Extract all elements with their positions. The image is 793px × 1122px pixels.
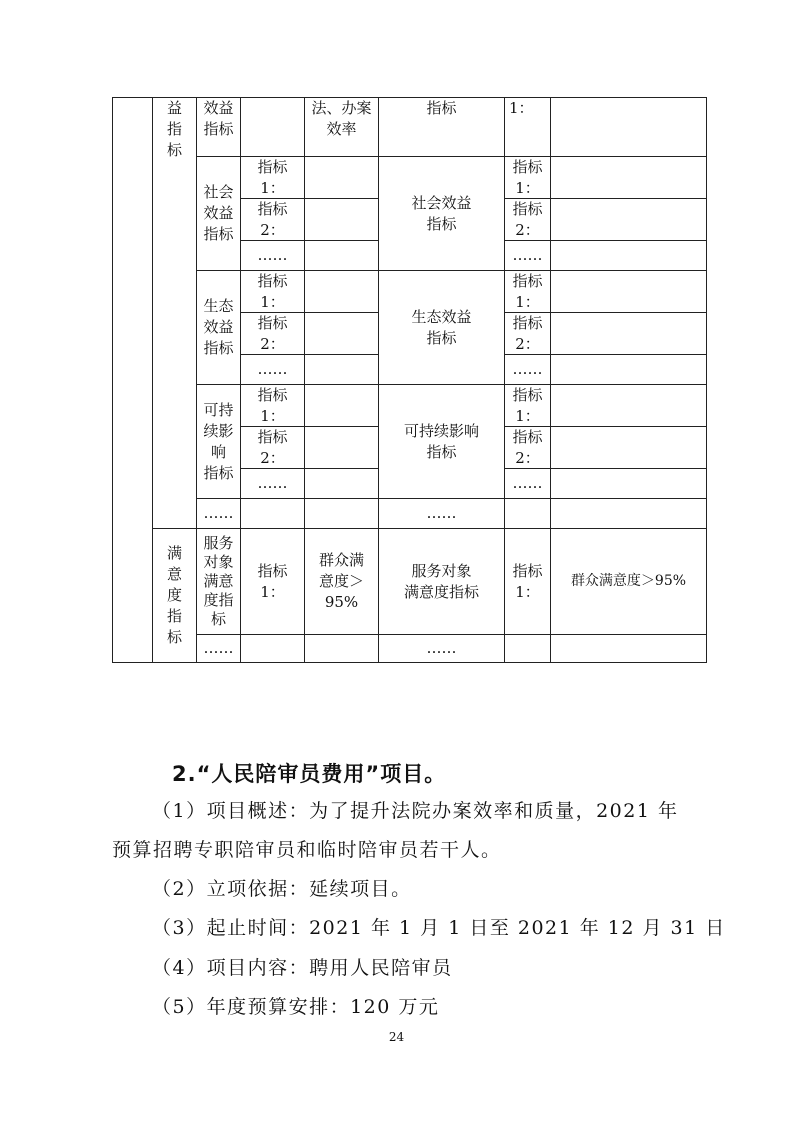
indicator-1-cell: 指标 1： bbox=[257, 271, 288, 311]
ellipsis-cell: …… bbox=[257, 246, 288, 264]
paragraph-period: （3）起止时间：2021 年 1 月 1 日至 2021 年 12 月 31 日 bbox=[152, 917, 726, 939]
indicator-2-cell: 指标 2： bbox=[512, 427, 543, 467]
table-border-left bbox=[112, 97, 113, 663]
paragraph-basis: （2）立项依据：延续项目。 bbox=[152, 878, 412, 900]
ellipsis-cell: …… bbox=[512, 360, 543, 378]
paragraph-content: （4）项目内容：聘用人民陪审员 bbox=[152, 957, 453, 979]
satisfaction-value-cell: 群众满 意度＞ 95% bbox=[318, 551, 364, 611]
service-satisfaction-indicator: 服务对象 满意度指标 bbox=[403, 561, 479, 601]
paragraph-overview-cont: 预算招聘专职陪审员和临时陪审员若干人。 bbox=[112, 839, 502, 861]
ellipsis-cell: …… bbox=[203, 639, 234, 657]
indicator-1-cell: 指标 1： bbox=[257, 385, 288, 425]
ellipsis-cell: …… bbox=[512, 246, 543, 264]
sustainable-impact-indicator: 可持续影响 指标 bbox=[403, 421, 479, 461]
indicator-1-cell: 指标 1： bbox=[512, 561, 543, 601]
indicator-2-cell: 指标 2： bbox=[512, 313, 543, 353]
indicator-number-cell: 1： bbox=[509, 99, 534, 117]
ellipsis-cell: …… bbox=[257, 474, 288, 492]
indicator-1-cell: 指标 1： bbox=[512, 157, 543, 197]
ellipsis-cell: …… bbox=[426, 504, 457, 522]
social-benefit-indicator: 社会效益 指标 bbox=[411, 193, 472, 233]
efficiency-cell: 法、办案 效率 bbox=[311, 99, 372, 138]
ecological-benefit-label: 生态 效益 指标 bbox=[203, 297, 234, 357]
table-border-right bbox=[706, 97, 707, 663]
paragraph-overview: （1）项目概述：为了提升法院办案效率和质量，2021 年 bbox=[152, 800, 679, 822]
indicator-cell: 指标 bbox=[426, 99, 457, 117]
indicator-2-cell: 指标 2： bbox=[257, 427, 288, 467]
ecological-benefit-indicator: 生态效益 指标 bbox=[411, 307, 472, 347]
indicator-1-cell: 指标 1： bbox=[512, 271, 543, 311]
indicator-2-cell: 指标 2： bbox=[512, 199, 543, 239]
paragraph-budget: （5）年度预算安排：120 万元 bbox=[152, 996, 440, 1018]
indicator-1-cell: 指标 1： bbox=[257, 561, 288, 601]
sustainable-impact-label: 可持 续影 响 指标 bbox=[203, 400, 234, 482]
satisfaction-indicator-label: 满 意 度 指 标 bbox=[166, 544, 182, 646]
satisfaction-target-cell: 群众满意度＞95% bbox=[570, 573, 687, 589]
indicator-2-cell: 指标 2： bbox=[257, 199, 288, 239]
section-heading: 2.“人民陪审员费用”项目。 bbox=[172, 762, 447, 786]
social-benefit-label: 社会 效益 指标 bbox=[203, 183, 234, 243]
ellipsis-cell: …… bbox=[512, 474, 543, 492]
indicator-2-cell: 指标 2： bbox=[257, 313, 288, 353]
page-number: 24 bbox=[388, 1030, 405, 1044]
ellipsis-cell: …… bbox=[426, 639, 457, 657]
ellipsis-cell: …… bbox=[257, 360, 288, 378]
table-border-bottom bbox=[112, 662, 707, 663]
service-satisfaction-label: 服务 对象 满意 度指 标 bbox=[203, 534, 234, 628]
indicator-1-cell: 指标 1： bbox=[512, 385, 543, 425]
indicator-1-cell: 指标 1： bbox=[257, 157, 288, 197]
benefit-indicator-cell: 效益 指标 bbox=[203, 99, 234, 138]
benefit-indicator-label: 益 指 标 bbox=[166, 99, 182, 159]
ellipsis-cell: …… bbox=[203, 504, 234, 522]
